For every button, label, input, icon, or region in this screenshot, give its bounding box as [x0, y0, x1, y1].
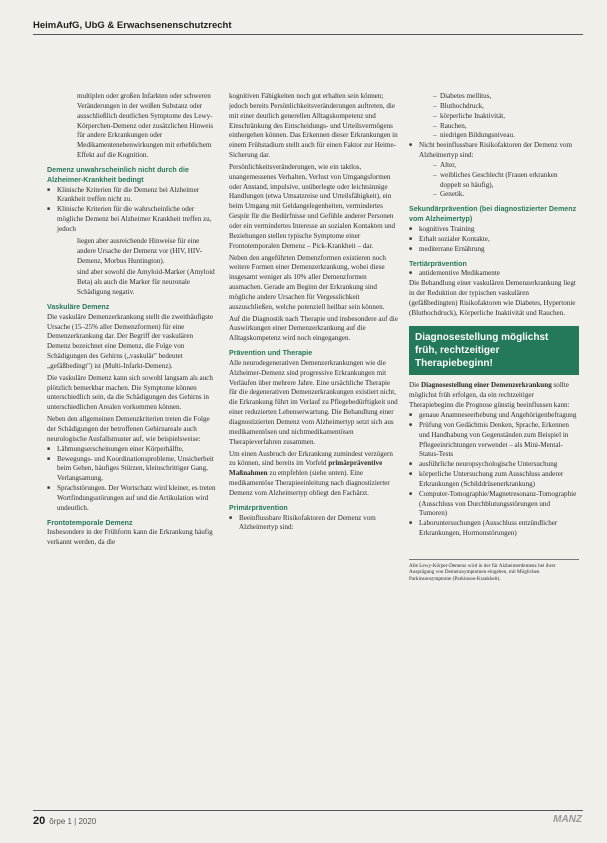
paragraph: Die vaskuläre Demenzerkrankung stellt die zweithäufigste Ursache (15–25% aller Demenzformen) für eine Demenzerkrankung dar. Der Begriff der vaskulären Demenz bezeichnet eine Demenz, die Folge von Schädigungen des Gehirns („vaskulär" bedeutet „gefäßbedingt") ist (Multi-Infarkt-Demenz).	[47, 312, 214, 370]
text-column-1	[47, 92, 218, 804]
list-item: ■ Laboruntersuchungen (Ausschluss entzündlicher Erkrankungen, Hormonstörungen)	[409, 519, 579, 539]
list-item: ■ Erhalt sozialer Kontakte,	[409, 235, 579, 245]
section-heading: Vaskuläre Demenz	[47, 302, 110, 311]
text-column-2	[229, 92, 399, 804]
list-item: ■ mediterrane Ernährung	[409, 245, 579, 255]
paragraph: Insbesondere in der Frühform kann die Erkrankung häufig verkannt werden, da die	[47, 528, 213, 547]
bullet-list	[47, 445, 218, 514]
paragraph: Die vaskuläre Demenz kann sich sowohl langsam als auch plötzlich bemerkbar machen. Die Symptome können unterschiedlich sein, da die Schädigungen des Gehirns in unterschiedlichen Arealen vorkommen können.	[47, 373, 213, 412]
list-item: – Genetik.	[433, 190, 579, 200]
section-heading: Sekundärprävention (bei diagnostizierter Demenz vom Alzheimertyp)	[409, 205, 577, 224]
section-heading: Primärprävention	[229, 503, 288, 512]
list-item: ■ Klinische Kriterien für die Demenz bei Alzheimer Krankheit treffen nicht zu.	[47, 186, 218, 206]
section-heading: Frontotemporale Demenz	[47, 518, 133, 527]
text-run: zu empfehlen (siehe unten). Eine medikamentöse Therapieeinleitung nach diagnostizierter Demenz vom Alzheimertyp obliegt den Fachärzt.	[229, 469, 390, 497]
bullet-list	[409, 225, 579, 255]
list-item: – niedrigen Bildungsniveau.	[433, 131, 579, 141]
header-rule	[33, 34, 583, 35]
list-item: ■ Computer-Tomographie/Magnetresonanz-Tomographie (Ausschluss von Durchblutungsstörungen und Tumoren)	[409, 490, 579, 520]
list-item: ■ kognitives Training	[409, 225, 579, 235]
list-item: ■ Nicht beeinflussbare Risikofaktoren der Demenz vom Alzheimertyp sind:	[409, 141, 579, 161]
paragraph: Alle neurodegenerativen Demenzerkrankungen wie die Alzheimer-Demenz sind progressive Erkrankungen mit Verläufen über mehrere Jahre. Eine ursächliche Therapie für die degenerativen Demenzerkrankungen existiert nicht, die Erkrankung führt im Verlauf zu Pflegebedürftigkeit und einer reduzierten Lebenserwartung. Die Behandlung einer diagnostizierten Demenz vom Alzheimertyp setzt sich aus medikamentösen und nichtmedikamentösen Therapieverfahren zusammen.	[229, 358, 398, 446]
emphasis: primärpräventive Maßnahmen	[229, 459, 383, 478]
highlight-box: Diagnosestellung möglichst früh, rechtzeitiger Therapiebeginn!	[409, 326, 579, 376]
list-item: ■ körperliche Untersuchung zum Ausschluss anderer Erkrankungen (Schilddrüsenerkrankung)	[409, 470, 579, 490]
list-item: ■ genaue Anamneseerhebung und Angehörigenbefragung	[409, 411, 579, 421]
page-footer	[33, 815, 96, 827]
list-item: ■ Prüfung von Gedächtnis Denken, Sprache, Erkennen und Handhabung von Gegenständen zum Beispiel in Pflegeeinrichtungen verwendet – als Mini-Mental-Status-Tests	[409, 421, 579, 460]
paragraph: multiplen oder großen Infarkten oder schweren Veränderungen in der weißen Substanz oder ausschließlich deutlichen Symptome des Lewy-Körperchen-Demenz oder zusätzlichen Hinweis für andere Erkrankungen oder Medikamentenebenwirkungen mit erheblichem Effekt auf die Kognition.	[77, 92, 214, 160]
list-item: ■ Klinische Kriterien für die wahrscheinliche oder mögliche Demenz bei Alzheimer Krankheit treffen zu, jedoch	[47, 205, 218, 235]
paragraph: Persönlichkeitsveränderungen, wie ein taktlos, unangemessenes Verhalten, Verlust von Umgangsformen oder Anstand, impulsive, unüberlegte oder leichtsinnige Handlungen (etwa Umsatzreise und Urteilsfähigkeit), ein beim Umgang mit Geldangelegenheiten, vermindertes Gespür für die Bedürfnisse und Gefühle anderer Personen oder ein vermindertes Interesse an sozialen Kontakten und Beziehungen stellen typische Symptome einer Frontotemporalen Demenz – Pick-Krankheit – dar.	[229, 162, 396, 250]
text-run: Um einen Ausbruch der Erkrankung zumindest verzögern zu können, sind bereits im Vorfeld	[229, 449, 393, 468]
section-heading: Tertiärprävention	[409, 259, 467, 268]
bullet-list	[409, 411, 579, 539]
section-heading: Demenz unwahrscheinlich nicht durch die Alzheimer-Krankheit bedingt	[47, 165, 189, 184]
list-item: – körperliche Inaktivität,	[433, 112, 579, 122]
text-column-3	[409, 92, 579, 804]
dash-list	[409, 92, 579, 141]
list-item: – weibliches Geschlecht (Frauen erkranken doppelt so häufig),	[433, 171, 579, 191]
bullet-list	[409, 141, 579, 161]
list-item: – Diabetes mellitus,	[433, 92, 579, 102]
publisher-logo: MANZ	[553, 814, 582, 825]
paragraph: Neben den angeführten Demenzformen existieren noch weitere Formen einer Demenzerkrankung, wobei diese insgesamt weniger als 10% aller Demenzformen ausmachen. Gerade am Beginn der Erkrankung sind mögliche andere Ursachen für Vergesslichkeit auszuschließen, welche potenziell heilbar sein können.	[229, 253, 386, 311]
dash-list	[409, 161, 579, 200]
paragraph: sind aber sowohl die Amyloid-Marker (Amyloid Beta) als auch die Marker für neuronale Schädigung negativ.	[77, 268, 215, 297]
paragraph: kognitiven Fähigkeiten noch gut erhalten sein können; jedoch bereits Persönlichkeitsveränderungen auftreten, die mit einer deutlich generellen Alltagskompetenz und Einschränkung des Entscheidungs- und Urteilsvermögens einhergehen können. Das Erkennen dieser Erkrankungen in einem Frühstadium stellt auch für einen Faktor zur Heime- Sicherung dar.	[229, 92, 398, 160]
paragraph: Die Behandlung einer vaskulären Demenzerkrankung liegt in der Reduktion der typischen vaskulären (gefäßbedingten) Risikofaktoren wie Diabetes, Hypertonie (Bluthochdruck), Körperliche Inaktivität und Rauchen.	[409, 279, 576, 317]
list-item: ■ Lähmungserscheinungen einer Körperhälfte,	[47, 445, 218, 455]
paragraph	[229, 450, 399, 499]
paragraph: liegen aber ausreichende Hinweise für eine andere Ursache der Demenz vor (HIV, HIV-Demenz, Morbus Huntington).	[77, 236, 203, 265]
list-item: – Bluthochdruck,	[433, 102, 579, 112]
list-item: ■ antidementive Medikamente	[409, 269, 579, 279]
paragraph	[409, 381, 579, 411]
paragraph: Neben den allgemeinen Demenzkriterien treten die Folge der Schädigungen der betroffenen Gehirnareale auch neurologische Ausfallsmuster auf, wie beispielsweise:	[47, 415, 210, 443]
list-item: – Alter,	[433, 161, 579, 171]
text-run: Die	[409, 381, 422, 390]
footnote: Alle Lewy-Körper-Demenz wird in der für Alzheimerdemenz bei ihrer Ausprägung von Demenzsymptomen eingehen, mit Möglichen Parkinsonsymptome (Parkinson-Krankheit).	[409, 559, 579, 582]
emphasis: Diagnosestellung einer Demenzerkrankung	[421, 381, 552, 390]
list-item: ■ Sprachstörungen. Der Wortschatz wird kleiner, es treten Wortfindungsstörungen auf und die Artikulation wird undeutlich.	[47, 484, 218, 514]
text-run: sollte möglichst früh erfolgen, da ein rechtzeitiger Therapiebeginn die Prognose günstig beeinflussen kann:	[409, 381, 570, 410]
bullet-list	[229, 514, 399, 534]
list-item: – Rauchen,	[433, 122, 579, 132]
bullet-list	[409, 269, 579, 279]
page-number: 20	[33, 815, 46, 827]
paragraph: Auf die Diagnostik nach Therapie und insbesondere auf die Auswirkungen einer Demenzerkrankung auf die Alltagskompetenz wird noch eingegangen.	[229, 314, 398, 343]
section-heading: Prävention und Therapie	[229, 349, 313, 358]
footer-rule	[33, 810, 583, 811]
list-item: ■ Bewegungs- und Koordinationsprobleme, Unsicherheit beim Gehen, häufiges Stürzen, kleinschrittiger Gang, Verlangsamung,	[47, 455, 218, 485]
bullet-list	[47, 186, 218, 235]
running-head: HeimAufG, UbG & Erwachsenenschutzrecht	[33, 20, 232, 31]
list-item: ■ ausführliche neuropsychologische Untersuchung	[409, 460, 579, 470]
issue-label: õrpe 1 | 2020	[49, 817, 97, 826]
list-item: ■ Beeinflussbare Risikofaktoren der Demenz vom Alzheimertyp sind:	[229, 514, 399, 534]
